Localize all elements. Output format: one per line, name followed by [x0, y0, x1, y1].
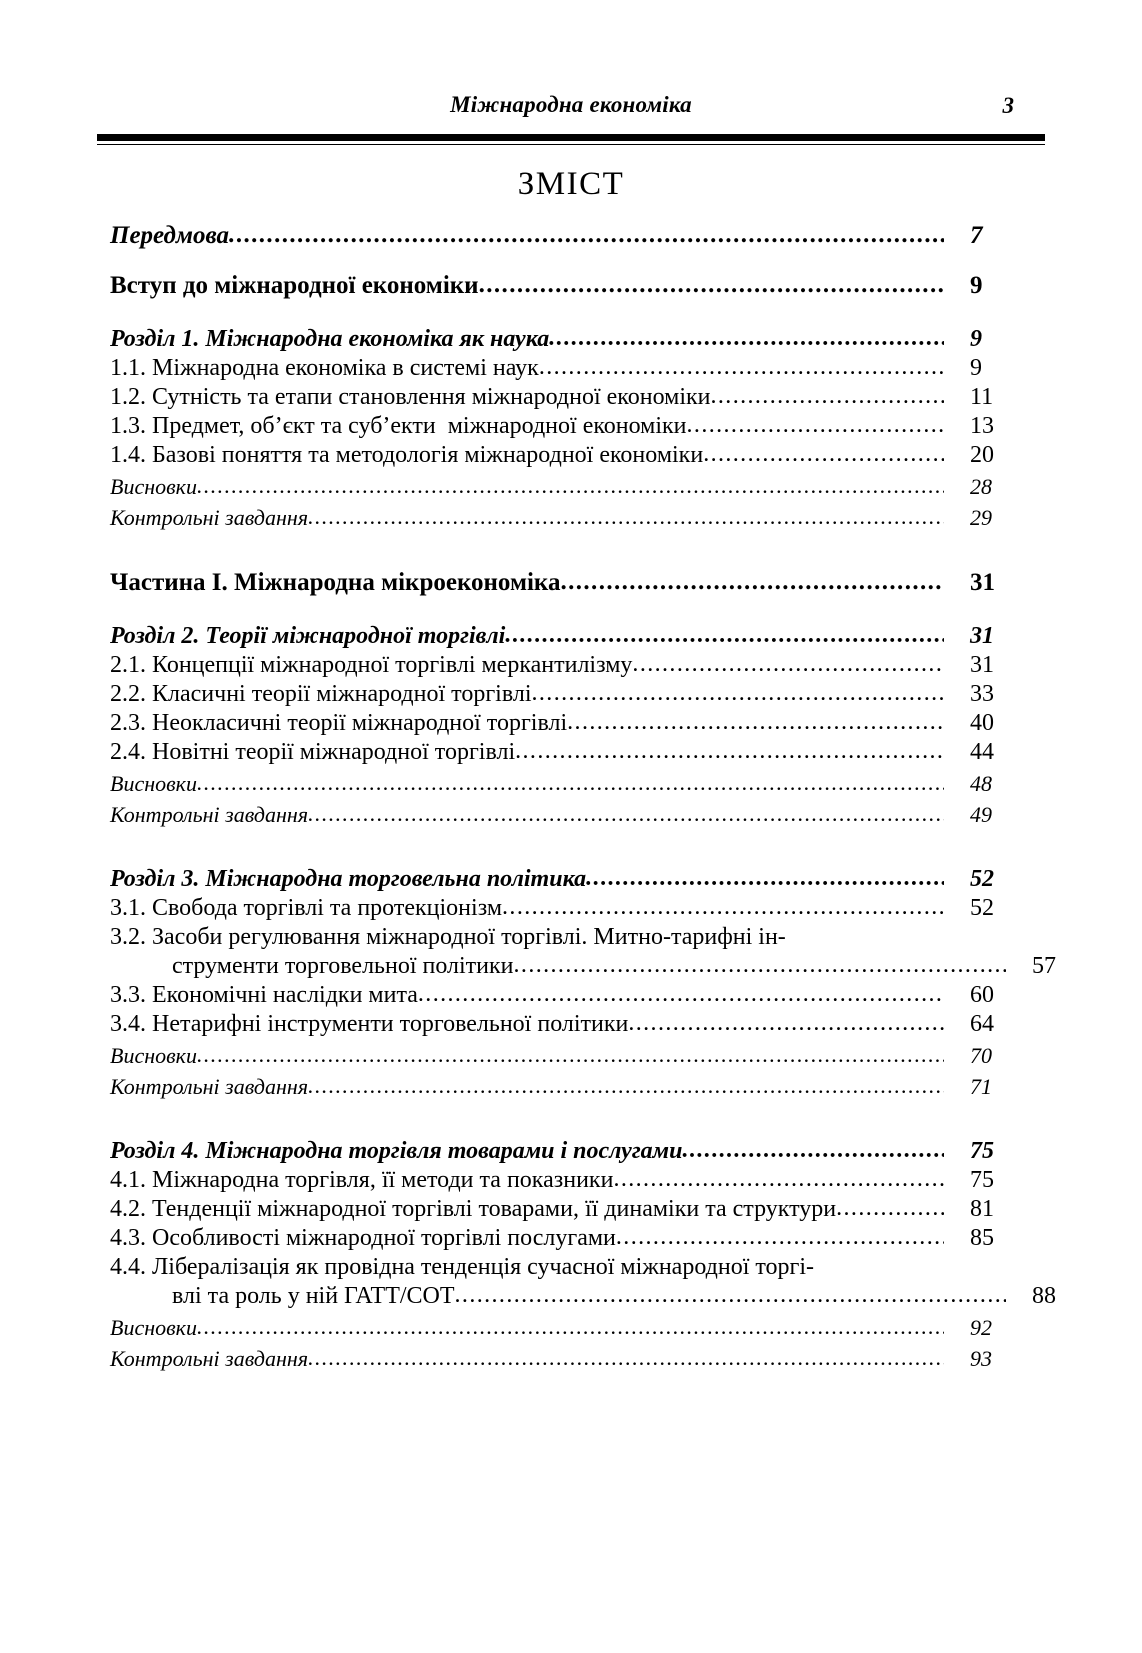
toc-entry-3-3[interactable] [110, 982, 1032, 1009]
toc-entry-page: 28 [970, 474, 992, 499]
toc-entry-label: 3.1. Свобода торгівлі та протекціонізм [110, 895, 503, 921]
toc-entry-page: 88 [1032, 1283, 1056, 1309]
toc-entry-preface[interactable] [110, 222, 1032, 250]
leader-dots [567, 710, 944, 734]
leader-dots [836, 1196, 944, 1220]
toc-entry-label: Вступ до міжнародної економіки [110, 272, 479, 299]
toc-entry-label: 4.1. Міжнародна торгівля, її методи та показники [110, 1167, 614, 1193]
toc-entry-page: 7 [970, 222, 983, 249]
leader-dots [308, 1347, 944, 1369]
toc-entry-label: Розділ 4. Міжнародна торгівля товарами і послугами [110, 1138, 683, 1164]
toc-entry-1-2[interactable] [110, 384, 1032, 411]
toc-entry-page: 44 [970, 739, 994, 765]
page-title: ЗМІСТ [517, 166, 625, 202]
toc-entry-tasks-2[interactable] [110, 802, 1032, 828]
toc-entry-label: 1.3. Предмет, обʼєкт та субʼекти міжнародної економіки [110, 413, 687, 439]
leader-dots [539, 355, 944, 379]
toc-entry-page: 33 [970, 681, 994, 707]
toc-entry-tasks-1[interactable] [110, 505, 1032, 531]
toc-entry-label: Розділ 1. Міжнародна економіка як наука [110, 326, 550, 352]
spacer [110, 828, 1032, 866]
toc-entry-page: 13 [970, 413, 994, 439]
leader-dots [560, 569, 944, 594]
leader-dots [632, 652, 944, 676]
toc-entry-page: 60 [970, 982, 994, 1008]
toc-entry-label: Висновки [110, 474, 197, 499]
toc-entry-label: 2.3. Неокласичні теорії міжнародної торгівлі [110, 710, 568, 736]
toc-entry-label: Частина I. Міжнародна мікроекономіка [110, 569, 561, 596]
toc-entry-label: струменти торговельної політики [172, 953, 514, 979]
toc-entry-conclusions-4[interactable] [110, 1315, 1032, 1341]
toc-entry-label: 1.1. Міжнародна економіка в системі наук [110, 355, 539, 381]
leader-dots [308, 1075, 944, 1097]
toc-entry-page: 52 [970, 895, 994, 921]
toc-entry-chapter-3[interactable] [110, 866, 1032, 893]
leader-dots [479, 272, 944, 297]
toc-entry-page: 85 [970, 1225, 994, 1251]
toc-entry-page: 9 [970, 355, 982, 381]
toc-entry-page: 48 [970, 771, 992, 796]
toc-entry-4-1[interactable] [110, 1167, 1032, 1194]
leader-dots [628, 1011, 944, 1035]
toc-entry-page: 71 [970, 1074, 992, 1099]
toc-entry-part-1[interactable] [110, 569, 1032, 597]
leader-dots [505, 623, 944, 647]
toc-entry-page: 93 [970, 1346, 992, 1371]
toc-entry-2-4[interactable] [110, 739, 1032, 766]
toc-entry-label: Висновки [110, 1315, 197, 1340]
toc-entry-label: Передмова [110, 222, 230, 249]
toc-entry-chapter-1[interactable] [110, 326, 1032, 353]
spacer [110, 531, 1032, 569]
toc-entry-tasks-3[interactable] [110, 1074, 1032, 1100]
leader-dots [229, 222, 944, 247]
leader-dots [616, 1225, 944, 1249]
toc-entry-2-2[interactable] [110, 681, 1032, 708]
toc-entry-label: Контрольні завдання [110, 802, 309, 827]
toc-entry-1-4[interactable] [110, 442, 1032, 469]
toc-entry-3-1[interactable] [110, 895, 1032, 922]
toc-entry-label: 4.2. Тенденції міжнародної торгівлі товарами, її динаміки та структури [110, 1196, 837, 1222]
leader-dots [197, 772, 944, 794]
toc-entry-label: Висновки [110, 1043, 197, 1068]
leader-dots [514, 953, 1006, 977]
toc-entry-page: 31 [970, 623, 994, 649]
toc-entry-4-4-line1[interactable]: 4.4. Лібералізація як провідна тенденція сучасної міжнародної торгі- [110, 1254, 815, 1280]
leader-dots [687, 413, 944, 437]
toc-entry-page: 57 [1032, 953, 1056, 979]
table-of-contents [110, 222, 1056, 1372]
leader-dots [586, 866, 944, 890]
toc-entry-tasks-4[interactable] [110, 1346, 1032, 1372]
toc-entry-page: 20 [970, 442, 994, 468]
toc-entry-page: 31 [970, 652, 994, 678]
toc-entry-label: 1.4. Базові поняття та методологія міжнародної економіки [110, 442, 704, 468]
running-header-title: Міжнародна економіка [450, 92, 692, 117]
toc-entry-label: Контрольні завдання [110, 505, 309, 530]
toc-entry-label: Висновки [110, 771, 197, 796]
toc-entry-label: Контрольні завдання [110, 1074, 309, 1099]
toc-entry-intro[interactable] [110, 272, 1032, 300]
leader-dots [197, 1316, 944, 1338]
toc-entry-4-2[interactable] [110, 1196, 1032, 1223]
leader-dots [197, 475, 944, 497]
toc-entry-4-4-line2[interactable] [110, 1283, 1094, 1310]
leader-dots [613, 1167, 944, 1191]
toc-entry-conclusions-2[interactable] [110, 771, 1032, 797]
spacer [110, 1100, 1032, 1138]
toc-entry-1-1[interactable] [110, 355, 1032, 382]
leader-dots [682, 1138, 944, 1162]
leader-dots [455, 1283, 1006, 1307]
toc-entry-1-3[interactable] [110, 413, 1032, 440]
header-rule-thick [97, 134, 1045, 141]
leader-dots [549, 326, 944, 350]
leader-dots [308, 803, 944, 825]
toc-entry-page: 29 [970, 505, 992, 530]
toc-entry-label: 1.2. Сутність та етапи становлення міжнародної економіки [110, 384, 711, 410]
toc-entry-page: 11 [970, 384, 994, 410]
leader-dots [197, 1044, 944, 1066]
toc-entry-label: влі та роль у ній ГАТТ/СОТ [172, 1283, 455, 1309]
toc-entry-3-2-line1[interactable]: 3.2. Засоби регулювання міжнародної торгівлі. Митно-тарифні ін- [110, 924, 786, 950]
leader-dots [711, 384, 945, 408]
toc-entry-page: 49 [970, 802, 992, 827]
toc-entry-page: 64 [970, 1011, 994, 1037]
toc-entry-3-2-line2[interactable] [110, 953, 1094, 980]
toc-entry-page: 31 [970, 569, 995, 596]
leader-dots [703, 442, 944, 466]
spacer [110, 300, 1032, 326]
toc-entry-page: 75 [970, 1167, 994, 1193]
toc-entry-page: 52 [970, 866, 994, 892]
leader-dots [502, 895, 944, 919]
toc-entry-page: 81 [970, 1196, 994, 1222]
leader-dots [418, 982, 944, 1006]
toc-entry-label: 2.4. Новітні теорії міжнародної торгівлі [110, 739, 516, 765]
toc-entry-3-4[interactable] [110, 1011, 1032, 1038]
toc-entry-page: 9 [970, 272, 983, 299]
toc-entry-page: 92 [970, 1315, 992, 1340]
leader-dots [308, 506, 944, 528]
leader-dots [532, 681, 945, 705]
toc-entry-label: Розділ 2. Теорії міжнародної торгівлі [110, 623, 506, 649]
toc-entry-label: 2.2. Класичні теорії міжнародної торгівлі [110, 681, 532, 707]
page-folio: 3 [1002, 93, 1014, 118]
toc-entry-label: Розділ 3. Міжнародна торговельна політика [110, 866, 587, 892]
toc-entry-label: Контрольні завдання [110, 1346, 309, 1371]
toc-entry-2-1[interactable] [110, 652, 1032, 679]
toc-entry-2-3[interactable] [110, 710, 1032, 737]
toc-entry-label: 3.4. Нетарифні інструменти торговельної політики [110, 1011, 629, 1037]
spacer [110, 597, 1032, 623]
header-rule-thin [97, 144, 1045, 145]
toc-entry-page: 9 [970, 326, 982, 352]
toc-entry-chapter-2[interactable] [110, 623, 1032, 650]
toc-entry-label: 3.3. Економічні наслідки мита [110, 982, 418, 1008]
toc-entry-page: 40 [970, 710, 994, 736]
running-header [110, 92, 1032, 126]
toc-entry-conclusions-3[interactable] [110, 1043, 1032, 1069]
leader-dots [515, 739, 944, 763]
toc-entry-conclusions-1[interactable] [110, 474, 1032, 500]
toc-entry-label: 4.3. Особливості міжнародної торгівлі послугами [110, 1225, 616, 1251]
toc-entry-page: 75 [970, 1138, 994, 1164]
toc-entry-4-3[interactable] [110, 1225, 1032, 1252]
toc-entry-chapter-4[interactable] [110, 1138, 1032, 1165]
toc-entry-page: 70 [970, 1043, 992, 1068]
toc-entry-label: 2.1. Концепції міжнародної торгівлі меркантилізму [110, 652, 633, 678]
